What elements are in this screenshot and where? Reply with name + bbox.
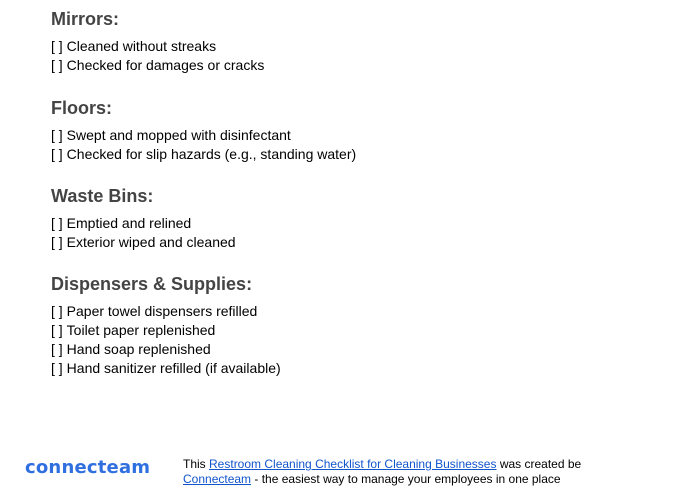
checkbox-marker: [ ] (51, 360, 63, 376)
checklist-item-label: Checked for slip hazards (e.g., standing water) (66, 146, 357, 162)
checkbox-marker: [ ] (51, 303, 63, 319)
connecteam-link[interactable]: Connecteam (183, 472, 252, 486)
footer-line-2 (183, 472, 581, 487)
checklist-item (51, 37, 264, 56)
checklist-item (51, 302, 281, 321)
logo-wordmark: connecteam (25, 457, 151, 478)
checklist-item-label: Paper towel dispensers refilled (66, 303, 258, 319)
section-heading: Dispensers & Supplies: (51, 274, 253, 294)
checklist-item (51, 145, 356, 164)
section-mirrors (51, 8, 264, 75)
checklist-item-label: Cleaned without streaks (66, 38, 217, 54)
checklist-item-label: Swept and mopped with disinfectant (66, 127, 291, 143)
checklist-items (51, 302, 281, 378)
checklist-items (51, 214, 236, 252)
checklist-items (51, 37, 264, 75)
checklist-item (51, 233, 236, 252)
section-heading: Mirrors: (51, 9, 120, 29)
section-floors (51, 97, 356, 164)
checkbox-marker: [ ] (51, 322, 63, 338)
checklist-item (51, 321, 281, 340)
checklist-item-label: Toilet paper replenished (66, 322, 216, 338)
checkbox-marker: [ ] (51, 38, 63, 54)
checklist-title-link[interactable]: Restroom Cleaning Checklist for Cleaning Businesses (209, 457, 497, 471)
footer-suffix: was created be (496, 457, 582, 471)
checkbox-marker: [ ] (51, 215, 63, 231)
section-dispensers-supplies (51, 273, 281, 378)
section-heading: Waste Bins: (51, 186, 154, 206)
checklist-item (51, 340, 281, 359)
checklist-item (51, 126, 356, 145)
checklist-items (51, 126, 356, 164)
checklist-item (51, 56, 264, 75)
checkbox-marker: [ ] (51, 234, 63, 250)
footer-attribution (183, 457, 581, 487)
checkbox-marker: [ ] (51, 57, 63, 73)
connecteam-logo (25, 457, 150, 478)
checklist-item-label: Emptied and relined (66, 215, 192, 231)
footer-tagline: - the easiest way to manage your employees in one place (251, 472, 561, 486)
checkbox-marker: [ ] (51, 146, 63, 162)
section-waste-bins (51, 185, 236, 252)
checklist-item (51, 359, 281, 378)
checklist-item (51, 214, 236, 233)
document-footer (0, 450, 694, 502)
checklist-item-label: Checked for damages or cracks (66, 57, 265, 73)
footer-line-1 (183, 457, 581, 472)
checklist-item-label: Hand soap replenished (66, 341, 211, 357)
checkbox-marker: [ ] (51, 127, 63, 143)
checkbox-marker: [ ] (51, 341, 63, 357)
checklist-item-label: Hand sanitizer refilled (if available) (66, 360, 281, 376)
footer-prefix: This (183, 457, 210, 471)
section-heading: Floors: (51, 98, 112, 118)
checklist-item-label: Exterior wiped and cleaned (66, 234, 236, 250)
